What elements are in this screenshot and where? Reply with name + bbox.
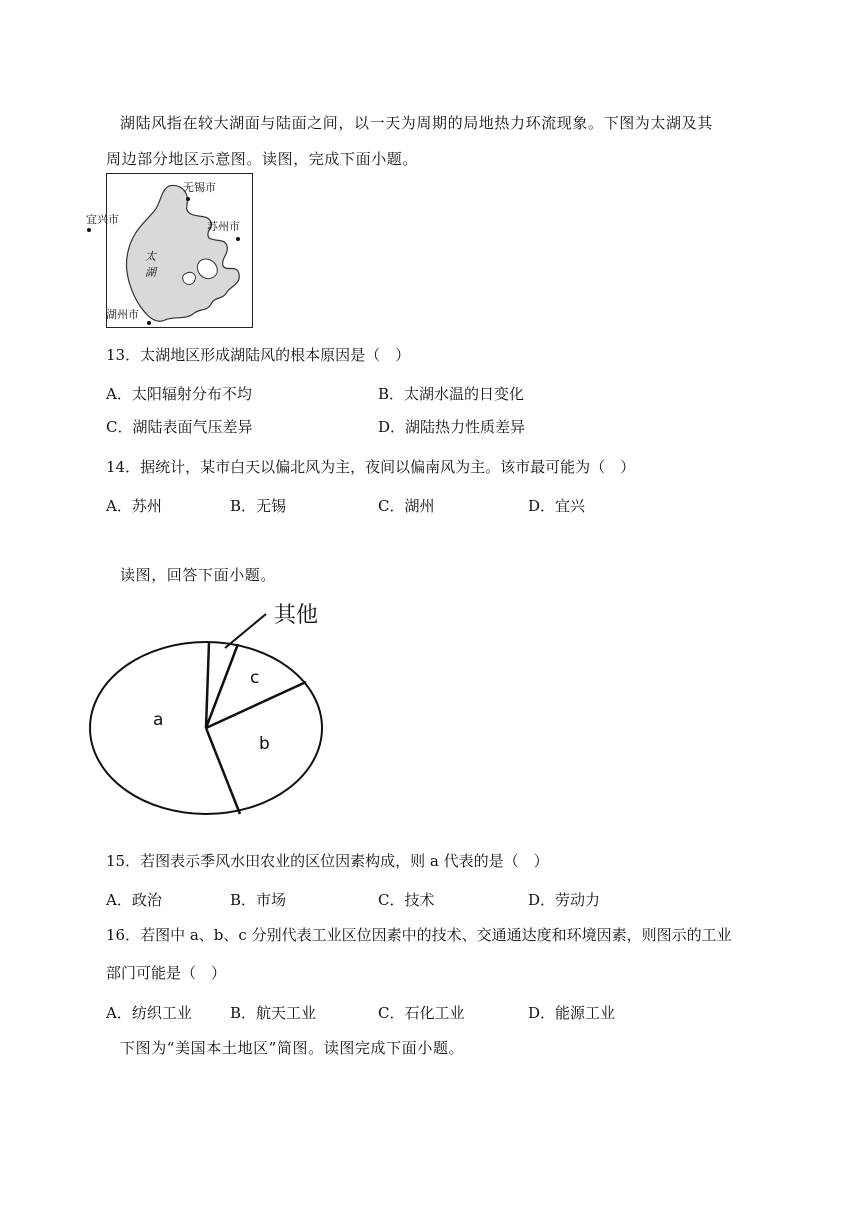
intro-line-2: 周边部分地区示意图。读图，完成下面小题。 [106, 150, 419, 168]
q16-option-b: B．航天工业 [230, 1004, 317, 1022]
q16-stem-line-1: 16．若图中 a、b、c 分别代表工业区位因素中的技术、交通通达度和环境因素，则图示的工业 [106, 926, 732, 944]
intro3: 下图为“美国本土地区”简图。读图完成下面小题。 [120, 1039, 465, 1057]
q14-option-b: B．无锡 [230, 497, 287, 515]
q14-stem: 14．据统计，某市白天以偏北风为主，夜间以偏南风为主。该市最可能为（ ） [106, 458, 636, 476]
q13-option-d: D．湖陆热力性质差异 [378, 418, 526, 436]
pie-label-other: 其他 [274, 603, 319, 628]
pie-chart [88, 598, 338, 820]
map-label-suzhou: 苏州市 [207, 220, 240, 233]
q15-stem: 15．若图表示季风水田农业的区位因素构成，则 a 代表的是（ ） [106, 852, 549, 870]
intro-line-1: 湖陆风指在较大湖面与陆面之间，以一天为周期的局地热力环流现象。下图为太湖及其 [120, 114, 713, 132]
intro2: 读图，回答下面小题。 [120, 566, 277, 584]
q16-option-c: C．石化工业 [378, 1004, 465, 1022]
q14-option-d: D．宜兴 [528, 497, 586, 515]
other-leader-line [225, 614, 266, 648]
q16-option-d: D．能源工业 [528, 1004, 616, 1022]
huzhou-dot [147, 321, 151, 325]
q13-option-c: C．湖陆表面气压差异 [106, 418, 253, 436]
q15-option-b: B．市场 [230, 891, 287, 909]
lake-label-hu: 湖 [145, 266, 156, 279]
pie-svg [88, 598, 338, 820]
map-label-huzhou: 湖州市 [106, 308, 139, 321]
q13-option-b: B．太湖水温的日变化 [378, 385, 525, 403]
taihu-map [106, 173, 253, 328]
wuxi-dot [186, 197, 190, 201]
yixing-dot [87, 228, 91, 232]
q16-stem-line-2: 部门可能是（ ） [106, 964, 227, 982]
suzhou-dot [236, 237, 240, 241]
q15-option-a: A．政治 [106, 891, 162, 909]
map-label-yixing: 宜兴市 [86, 213, 119, 226]
pie-label-c: c [250, 668, 260, 688]
pie-label-b: b [259, 734, 270, 754]
pie-label-a: a [153, 710, 164, 730]
q15-option-d: D．劳动力 [528, 891, 601, 909]
q13-option-a: A．太阳辐射分布不均 [106, 385, 252, 403]
map-label-wuxi: 无锡市 [183, 181, 216, 194]
q15-option-c: C．技术 [378, 891, 435, 909]
q14-option-a: A．苏州 [106, 497, 162, 515]
q14-option-c: C．湖州 [378, 497, 435, 515]
q16-option-a: A．纺织工业 [106, 1004, 192, 1022]
lake-shape [107, 174, 252, 327]
lake-label-tai: 太 [145, 250, 156, 263]
q13-stem: 13．太湖地区形成湖陆风的根本原因是（ ） [106, 346, 411, 364]
